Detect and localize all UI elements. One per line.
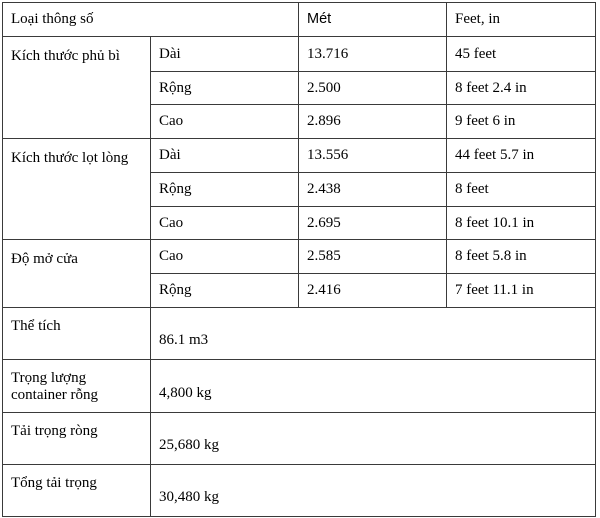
summary-label: Thể tích (3, 308, 151, 360)
table-row (3, 465, 596, 517)
dimension-cell: Cao (151, 207, 299, 240)
table-row (3, 139, 596, 173)
feet-cell: 7 feet 11.1 in (447, 274, 596, 308)
feet-cell: 44 feet 5.7 in (447, 139, 596, 173)
dimension-cell: Rộng (151, 72, 299, 105)
group-label: Kích thước phủ bì (3, 37, 151, 139)
table-row (3, 360, 596, 413)
header-meters: Mét (299, 3, 447, 37)
table-row (3, 308, 596, 360)
meters-cell: 2.416 (299, 274, 447, 308)
group-label: Kích thước lọt lòng (3, 139, 151, 240)
feet-cell: 8 feet 10.1 in (447, 207, 596, 240)
feet-cell: 8 feet 5.8 in (447, 240, 596, 274)
table-row (3, 413, 596, 465)
meters-cell: 2.438 (299, 173, 447, 207)
dimension-cell: Cao (151, 240, 299, 274)
feet-cell: 45 feet (447, 37, 596, 72)
dimension-cell: Cao (151, 105, 299, 139)
summary-value: 30,480 kg (151, 465, 596, 517)
meters-cell: 2.500 (299, 72, 447, 105)
summary-label: Tổng tải trọng (3, 465, 151, 517)
dimension-cell: Dài (151, 37, 299, 72)
container-spec-table (2, 2, 596, 517)
meters-cell: 13.716 (299, 37, 447, 72)
header-row (3, 3, 596, 37)
summary-value: 4,800 kg (151, 360, 596, 413)
summary-label: Trọng lượng container rỗng (3, 360, 151, 413)
meters-cell: 2.585 (299, 240, 447, 274)
dimension-cell: Dài (151, 139, 299, 173)
feet-cell: 9 feet 6 in (447, 105, 596, 139)
meters-cell: 2.695 (299, 207, 447, 240)
group-label: Độ mở cửa (3, 240, 151, 308)
feet-cell: 8 feet 2.4 in (447, 72, 596, 105)
header-feet-in: Feet, in (447, 3, 596, 37)
summary-value: 25,680 kg (151, 413, 596, 465)
dimension-cell: Rộng (151, 274, 299, 308)
table-row (3, 37, 596, 72)
summary-value: 86.1 m3 (151, 308, 596, 360)
meters-cell: 2.896 (299, 105, 447, 139)
header-param-type: Loại thông số (3, 3, 299, 37)
summary-label: Tải trọng ròng (3, 413, 151, 465)
meters-cell: 13.556 (299, 139, 447, 173)
table-row (3, 240, 596, 274)
dimension-cell: Rộng (151, 173, 299, 207)
feet-cell: 8 feet (447, 173, 596, 207)
